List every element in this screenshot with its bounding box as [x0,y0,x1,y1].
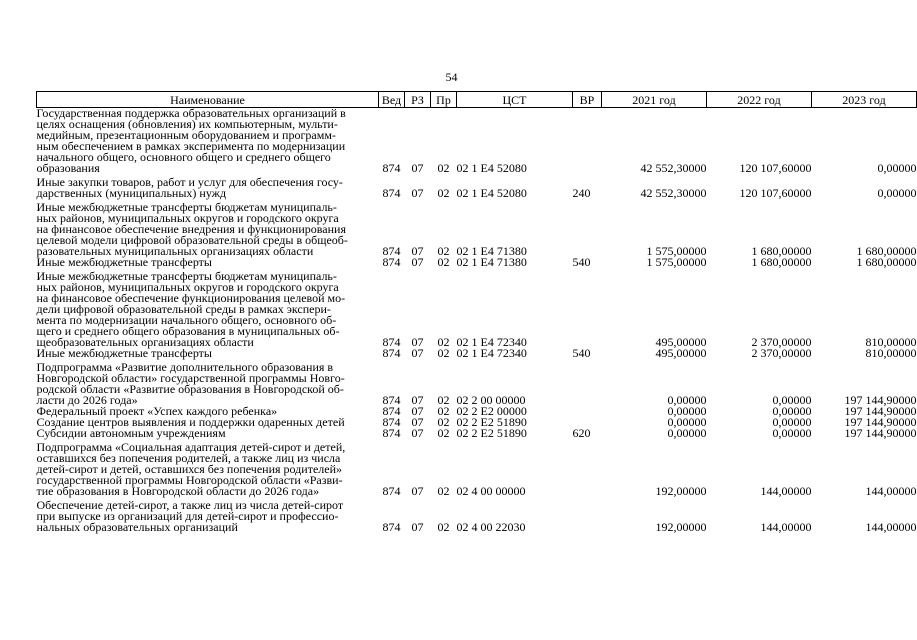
amount-2021-cell: 192,00000 [655,484,707,498]
ved-cell: 874 [382,426,401,440]
cst-cell: 02 1 Е4 52080 [456,186,527,200]
vr-cell [573,199,602,257]
vr-cell: 540 [572,255,591,269]
vr-cell [573,359,602,406]
name-line: ных районов, муниципальных округов и городского округа [36,211,339,225]
rz-cell: 07 [411,161,424,175]
vr-cell [573,497,602,533]
name-line: образования [36,161,100,175]
amount-2021-cell: 0,00000 [667,415,707,429]
name-cell [37,199,379,257]
header-name: Наименование [37,92,379,108]
amount-2023-cell: 197 144,90000 [844,415,917,429]
pr-cell: 02 [437,255,450,269]
rz-cell: 07 [411,404,424,418]
header-ved: Вед [379,92,405,108]
cst-cell: 02 2 Е2 51890 [456,415,527,429]
pr-cell: 02 [437,520,450,534]
name-line: щего и среднего общего образования в муниципальных об- [36,324,340,338]
budget-table [36,91,917,533]
name-line: Иные межбюджетные трансферты [36,346,212,360]
table-row [37,199,917,257]
rz-cell: 07 [411,426,424,440]
amount-2021-cell: 0,00000 [667,426,707,440]
ved-cell: 874 [382,404,401,418]
name-line: при выпуске из организаций для детей-сирот и профессио- [36,509,339,523]
table-body [37,108,917,534]
rz-cell: 07 [411,335,424,349]
rz-cell: 07 [411,244,424,258]
table-row [37,439,917,497]
table-row [37,428,917,439]
amount-2021-cell: 495,00000 [655,335,707,349]
header-2023: 2023 год [812,92,917,108]
pr-cell: 02 [437,161,450,175]
rz-cell: 07 [411,346,424,360]
amount-2023-cell: 1 680,00000 [856,244,917,258]
name-line: Создание центров выявления и поддержки одаренных детей [36,415,345,429]
vr-cell: 540 [572,346,591,360]
header-cst: ЦСТ [457,92,573,108]
name-line: целевой модели цифровой образовательной среды в общеоб- [36,233,348,247]
amount-2023-cell: 144,00000 [865,484,917,498]
cst-cell: 02 2 Е2 00000 [456,404,527,418]
name-line: целях оснащения (обновления) их компьютерным, мульти- [36,117,338,131]
pr-cell: 02 [437,335,450,349]
amount-2021-cell: 1 575,00000 [646,255,707,269]
rz-cell: 07 [411,484,424,498]
name-line: нальных образовательных организаций [36,520,238,534]
table-row [37,348,917,359]
name-line: Обеспечение детей-сирот, а также лиц из числа детей-сирот [36,498,344,512]
amount-2022-cell: 1 680,00000 [751,255,812,269]
ved-cell: 874 [382,520,401,534]
amount-2022-cell: 120 107,60000 [739,161,812,175]
name-line: ным обеспечением в рамках эксперимента по модернизации [36,139,346,153]
header-pr: Пр [431,92,457,108]
cst-cell: 02 1 Е4 52080 [456,161,527,175]
name-cell [37,439,379,497]
rz-cell: 07 [411,415,424,429]
ved-cell: 874 [382,346,401,360]
name-line: Новгородской области» государственной программы Новго- [36,371,345,385]
cst-cell: 02 2 Е2 51890 [456,426,527,440]
name-line: Иные межбюджетные трансферты бюджетам муниципаль- [36,200,337,214]
amount-2022-cell: 0,00000 [772,415,812,429]
amount-2022-cell: 0,00000 [772,393,812,407]
name-line: Иные межбюджетные трансферты бюджетам муниципаль- [36,269,337,283]
name-line: ласти до 2026 года» [36,393,138,407]
amount-2022-cell: 1 680,00000 [751,244,812,258]
table-row [37,359,917,406]
rz-cell: 07 [411,186,424,200]
name-cell [37,428,379,439]
name-line: ных районов, муниципальных округов и городского округа [36,280,339,294]
name-cell [37,359,379,406]
name-line: детей-сирот и детей, оставшихся без попечения родителей» [36,462,343,476]
amount-2022-cell: 2 370,00000 [751,346,812,360]
amount-2023-cell: 810,00000 [865,346,917,360]
header-2022: 2022 год [707,92,812,108]
amount-2021-cell: 0,00000 [667,404,707,418]
rz-cell: 07 [411,393,424,407]
vr-cell [573,108,602,175]
amount-2023-cell: 197 144,90000 [844,426,917,440]
amount-2021-cell: 42 552,30000 [640,186,707,200]
name-line: Подпрограмма «Развитие дополнительного образования в [36,360,334,374]
name-cell [37,174,379,199]
amount-2021-cell: 192,00000 [655,520,707,534]
page-number: 54 [445,70,458,84]
cst-cell: 02 1 Е4 71380 [456,244,527,258]
amount-2022-cell: 2 370,00000 [751,335,812,349]
amount-2023-cell: 810,00000 [865,335,917,349]
name-line: государственной программы Новгородской области «Разви- [36,473,343,487]
pr-cell: 02 [437,415,450,429]
table-row [37,497,917,533]
amount-2021-cell: 42 552,30000 [640,161,707,175]
name-cell [37,257,379,268]
rz-cell: 07 [411,520,424,534]
amount-2022-cell: 144,00000 [760,484,812,498]
name-line: на финансовое обеспечение внедрения и функционирования [36,222,346,236]
ved-cell: 874 [382,393,401,407]
name-cell [37,268,379,348]
vr-cell [573,439,602,497]
name-line: Подпрограмма «Социальная адаптация детей-сирот и детей, [36,440,346,454]
name-cell [37,348,379,359]
amount-2022-cell: 120 107,60000 [739,186,812,200]
header-rz: РЗ [405,92,431,108]
vr-cell: 240 [572,186,591,200]
name-line: разовательных муниципальных организациях области [36,244,314,258]
pr-cell: 02 [437,404,450,418]
pr-cell: 02 [437,484,450,498]
name-line: Иные межбюджетные трансферты [36,255,212,269]
name-line: начального общего, основного общего и среднего общего [36,150,331,164]
cst-cell: 02 2 00 00000 [456,393,526,407]
name-line: дели цифровой образовательной среды в рамках экспери- [36,302,331,316]
name-line: щеобразовательных организациях области [36,335,254,349]
ved-cell: 874 [382,415,401,429]
name-cell [37,108,379,175]
ved-cell: 874 [382,484,401,498]
amount-2022-cell: 0,00000 [772,426,812,440]
amount-2021-cell: 495,00000 [655,346,707,360]
amount-2023-cell: 197 144,90000 [844,393,917,407]
pr-cell: 02 [437,186,450,200]
name-line: на финансовое обеспечение функционирования целевой мо- [36,291,346,305]
name-line: медийным, презентационным оборудованием и программ- [36,128,336,142]
amount-2021-cell: 1 575,00000 [646,244,707,258]
table-row [37,108,917,175]
name-line: Государственная поддержка образовательных организаций в [36,106,346,120]
table-row [37,268,917,348]
name-line: родской области «Развитие образования в Новгородской об- [36,382,344,396]
rz-cell: 07 [411,255,424,269]
name-cell [37,497,379,533]
cst-cell: 02 1 Е4 72340 [456,335,527,349]
cst-cell: 02 4 00 22030 [456,520,526,534]
name-line: Иные закупки товаров, работ и услуг для обеспечения госу- [36,175,343,189]
vr-cell [573,268,602,348]
amount-2023-cell: 144,00000 [865,520,917,534]
name-line: мента по модернизации начального общего, основного об- [36,313,337,327]
amount-2021-cell: 0,00000 [667,393,707,407]
table-row [37,174,917,199]
amount-2023-cell: 0,00000 [877,161,917,175]
header-2021: 2021 год [602,92,707,108]
vr-cell [573,406,602,417]
amount-2023-cell: 1 680,00000 [856,255,917,269]
amount-2023-cell: 0,00000 [877,186,917,200]
amount-2023-cell: 197 144,90000 [844,404,917,418]
cst-cell: 02 1 Е4 71380 [456,255,527,269]
vr-cell: 620 [572,426,591,440]
ved-cell: 874 [382,186,401,200]
name-line: Субсидии автономным учреждениям [36,426,226,440]
ved-cell: 874 [382,161,401,175]
pr-cell: 02 [437,426,450,440]
table-row [37,257,917,268]
name-line: Федеральный проект «Успех каждого ребенка» [36,404,278,418]
ved-cell: 874 [382,335,401,349]
ved-cell: 874 [382,255,401,269]
name-line: тие образования в Новгородской области до 2026 года» [36,484,320,498]
cst-cell: 02 4 00 00000 [456,484,526,498]
pr-cell: 02 [437,346,450,360]
name-line: оставшихся без попечения родителей, а также лиц из числа [36,451,341,465]
cst-cell: 02 1 Е4 72340 [456,346,527,360]
ved-cell: 874 [382,244,401,258]
amount-2022-cell: 144,00000 [760,520,812,534]
name-line: дарственных (муниципальных) нужд [36,186,227,200]
pr-cell: 02 [437,393,450,407]
amount-2022-cell: 0,00000 [772,404,812,418]
pr-cell: 02 [437,244,450,258]
header-vr: ВР [573,92,602,108]
